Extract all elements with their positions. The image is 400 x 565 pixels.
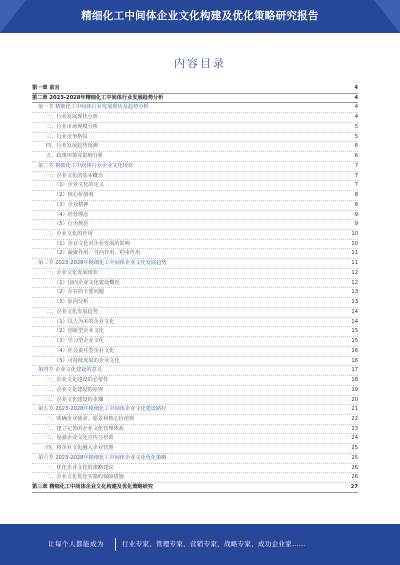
toc-entry[interactable]	[32, 259, 358, 269]
toc-entry-page: 21	[349, 405, 358, 415]
toc-entry-title: 第一节 精细化工中间体行业发展现状及趋势分析	[38, 104, 149, 111]
toc-entry-title: （1）企业文化的定义	[54, 182, 104, 189]
toc-entry-title: 第三章 精细化工中间体企业文化构建及优化策略研究	[32, 484, 154, 491]
toc-entry-title: 二、行业市场规模分析	[46, 123, 98, 130]
toc-entry[interactable]	[32, 308, 358, 318]
toc-entry[interactable]	[32, 464, 358, 474]
toc-entry[interactable]	[32, 337, 358, 347]
toc-entry-page: 27	[349, 483, 358, 493]
toc-entry-title: 第二章 2023-2028年精细化工中间体行业发展趋势分析	[32, 94, 164, 101]
toc-entry[interactable]	[32, 327, 358, 337]
toc-entry[interactable]	[32, 249, 358, 259]
toc-entry-page: 8	[353, 191, 358, 201]
toc-entry[interactable]	[32, 201, 358, 211]
toc-entry-title: （4）社会责任型企业文化	[54, 347, 115, 354]
toc-entry[interactable]	[32, 94, 358, 104]
toc-entry-page: 24	[349, 434, 358, 444]
toc-entry-title: 一、行业发展现状分析	[46, 114, 98, 121]
toc-entry-page: 8	[353, 201, 358, 211]
toc-entry[interactable]	[32, 444, 358, 454]
toc-entry[interactable]	[32, 366, 358, 376]
toc-entry-page: 9	[353, 211, 358, 221]
page-header	[0, 0, 400, 33]
toc-entry[interactable]	[32, 211, 358, 221]
toc-entry[interactable]	[32, 269, 358, 279]
toc-entry-page: 22	[349, 415, 358, 425]
toc-entry-page: 26	[349, 473, 358, 483]
toc-entry[interactable]	[32, 454, 358, 464]
toc-entry[interactable]	[32, 133, 358, 143]
toc-entry-title: 一、企业文化发展现状	[46, 269, 98, 276]
toc-entry[interactable]	[32, 123, 358, 133]
toc-entry[interactable]	[32, 483, 358, 493]
toc-entry-page: 11	[349, 249, 358, 259]
toc-entry-title: 二、企业文化发展趋势	[46, 308, 98, 315]
toc-entry[interactable]	[32, 405, 358, 415]
toc-entry-title: （3）企业精神	[54, 201, 89, 208]
toc-entry-page: 9	[353, 220, 358, 230]
report-title: 精细化工中间体企业文化构建及优化策略研究报告	[81, 10, 319, 22]
toc-entry-page: 12	[349, 269, 358, 279]
toc-entry-title: 一、优化企业文化的策略建议	[46, 464, 114, 471]
toc-entry-page: 10	[349, 240, 358, 250]
toc-entry-title: 一、企业文化建设的必要性	[46, 377, 109, 384]
toc-entry[interactable]	[32, 240, 358, 250]
toc-entry[interactable]	[32, 376, 358, 386]
toc-entry-page: 7	[353, 181, 358, 191]
toc-entry[interactable]	[32, 415, 358, 425]
toc-entry-page: 13	[349, 298, 358, 308]
toc-entry[interactable]	[32, 220, 358, 230]
toc-entry-page: 4	[353, 103, 358, 113]
toc-entry[interactable]	[32, 113, 358, 123]
toc-entry-page: 7	[353, 162, 358, 172]
toc-entry-page: 4	[353, 113, 358, 123]
toc-entry-page: 17	[349, 366, 358, 376]
toc-entry-title: 第三节 2023-2028年精细化工中间体企业文化发展趋势	[38, 260, 167, 267]
page-footer	[0, 524, 400, 565]
toc-entry-page: 6	[353, 152, 358, 162]
toc-entry-title: （1）以人为本的企业文化	[54, 318, 115, 325]
toc-entry-title: （1）企业文化对企业发展的影响	[54, 240, 130, 247]
footer-separator	[115, 538, 116, 551]
toc-entry[interactable]	[32, 181, 358, 191]
toc-entry[interactable]	[32, 172, 358, 182]
toc-entry-page: 10	[349, 230, 358, 240]
toc-entry[interactable]	[32, 142, 358, 152]
toc-entry-title: 一、企业文化的基本概念	[46, 172, 104, 179]
toc-entry-title: 三、加强企业文化宣传与培训	[46, 435, 114, 442]
toc-entry-title: 二、建立完善的企业文化管理体系	[46, 425, 124, 432]
toc-entry-title: （1）国内企业文化建设概况	[54, 279, 120, 286]
toc-entry-title: （3）学习型企业文化	[54, 338, 104, 345]
toc-entry-page: 23	[349, 425, 358, 435]
toc-entry[interactable]	[32, 396, 358, 406]
toc-entry-title: 三、行业竞争格局	[46, 133, 88, 140]
toc-entry-title: 第六节 2023-2028年精细化工中间体企业文化优化策略	[38, 454, 167, 461]
toc-entry-page: 16	[349, 357, 358, 367]
toc-entry-title: 二、企业文化建设的原则	[46, 386, 104, 393]
footer-slogan-left: 让每个人都能成为	[48, 540, 104, 548]
toc-entry-page: 15	[349, 327, 358, 337]
toc-heading: 内容目录	[174, 57, 226, 70]
toc-entry-page: 11	[349, 259, 358, 269]
toc-entry-title: 第五节 2023-2028年精细化工中间体企业文化建设路径	[38, 406, 167, 413]
toc-entry-page: 15	[349, 337, 358, 347]
toc-entry[interactable]	[32, 357, 358, 367]
toc-entry-page: 7	[353, 172, 358, 182]
toc-entry-title: （5）可持续发展的企业文化	[54, 357, 120, 364]
toc-entry-title: 二、企业文化优化实施的保障措施	[46, 474, 124, 481]
toc-entry-page: 14	[349, 318, 358, 328]
toc-entry-page: 16	[349, 347, 358, 357]
toc-entry-page: 6	[353, 142, 358, 152]
toc-entry[interactable]	[32, 434, 358, 444]
toc-entry-page: 25	[349, 454, 358, 464]
toc-entry-title: （2）凝聚作用、导向作用、约束作用	[54, 250, 141, 257]
toc-entry[interactable]	[32, 473, 358, 483]
toc-entry-title: 三、企业文化建设的步骤	[46, 396, 104, 403]
toc-entry-page: 12	[349, 279, 358, 289]
toc-entry[interactable]	[32, 103, 358, 113]
toc-entry-page: 13	[349, 288, 358, 298]
toc-entry-title: （5）行为规范	[54, 221, 89, 228]
toc-entry-title: 第一章 前言	[32, 85, 60, 91]
toc-entry-page: 20	[349, 396, 358, 406]
toc-entry-title: （2）存在的主要问题	[54, 289, 104, 296]
toc-entry[interactable]	[32, 162, 358, 172]
toc-entry-title: 四、将企业文化融入企业管理	[46, 445, 114, 452]
toc-entry-title: 一、明确企业使命、愿景和核心价值观	[46, 415, 135, 422]
toc-entry-page: 5	[353, 133, 358, 143]
toc-entry[interactable]	[32, 318, 358, 328]
toc-entry[interactable]	[32, 386, 358, 396]
toc-entry[interactable]	[32, 279, 358, 289]
toc-entry-title: （2）创新型企业文化	[54, 328, 104, 335]
toc-entry[interactable]	[32, 230, 358, 240]
toc-entry-page: 25	[349, 444, 358, 454]
toc-entry-title: 五、政策环境及影响分析	[46, 153, 104, 160]
toc-entry-title: 第二节 精细化工中间体行业企业文化现状	[38, 162, 134, 169]
toc-entry-title: 第四节 企业文化建设的意义	[38, 367, 102, 374]
toc-entry[interactable]	[32, 84, 358, 94]
toc-entry[interactable]	[32, 152, 358, 162]
toc-entry-page: 19	[349, 386, 358, 396]
toc-entry-title: 四、行业发展趋势预测	[46, 143, 98, 150]
toc-entry-page: 18	[349, 376, 358, 386]
toc-entry-title: 二、企业文化的作用	[46, 231, 93, 238]
toc-entry-title: （4）经营理念	[54, 211, 89, 218]
toc-entry-page: 14	[349, 308, 358, 318]
toc-entry[interactable]	[32, 347, 358, 357]
toc-entry-page: 4	[352, 94, 358, 104]
toc-entry[interactable]	[32, 288, 358, 298]
toc-entry-page: 4	[352, 84, 358, 94]
footer-slogan-right: 行业专家、管理专家、营销专家、战略专家、成功企业家……	[122, 540, 306, 548]
toc-entry-title: （3）原因分析	[54, 299, 89, 306]
toc-entry[interactable]	[32, 298, 358, 308]
toc-entry[interactable]	[32, 425, 358, 435]
toc-list	[32, 84, 358, 493]
toc-entry[interactable]	[32, 191, 358, 201]
toc-entry-title: （2）核心价值观	[54, 192, 94, 199]
toc-entry-page: 26	[349, 464, 358, 474]
toc-entry-page: 5	[353, 123, 358, 133]
